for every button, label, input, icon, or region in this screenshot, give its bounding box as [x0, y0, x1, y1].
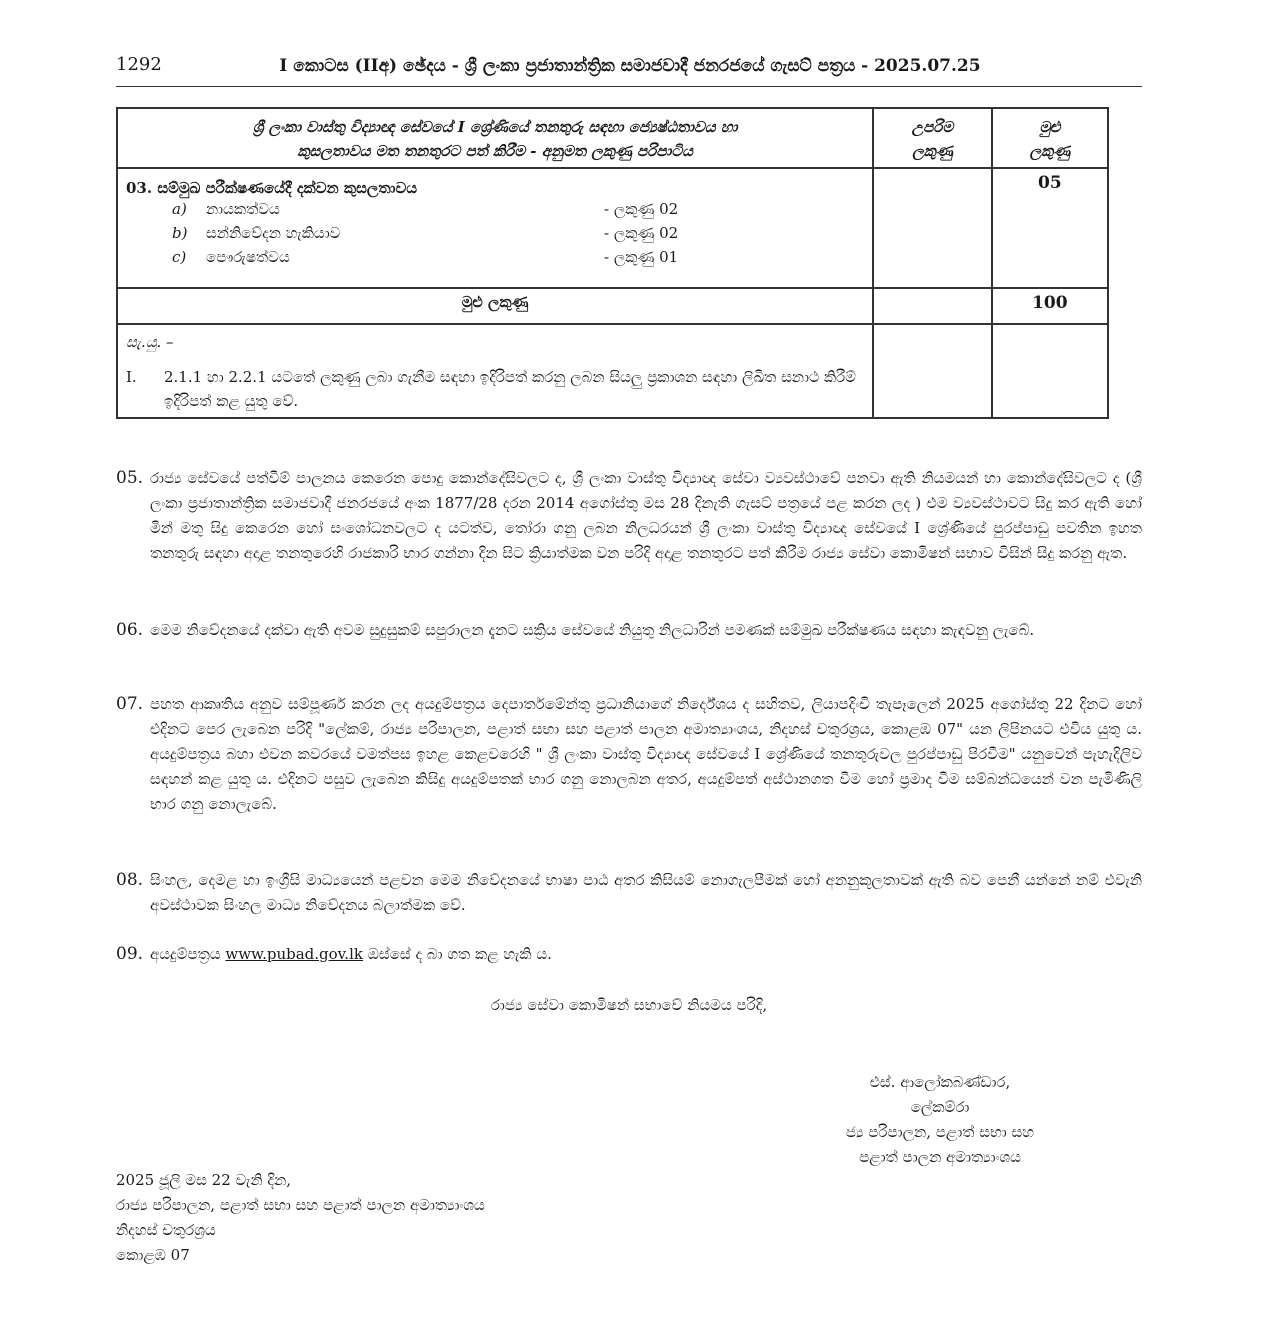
signatory-role: ලේකම්රා: [910, 1098, 970, 1116]
paragraph-07: 07. පහත ආකෘතිය අනුව සම්පූර්ණ කරන ලද අයදුම්පත්‍රය දෙපාර්තමේන්තු ප්‍රධානියාගේ නිර්දේශය ද සහිතව, ලියාපදිංචි තැපෑලෙන් 2025 අගෝස්තු 22 දිනට හෝ එදිනට පෙර ලැබෙන පරිදි "ලේකම්, රාජ්‍ය පරිපාලන, පළාත් සභා සහ පළාත් පාලන අමාත්‍යාංශය, නිදහස් චතුරශ්‍රය, කොළඹ 07" යන ලිපිනයට එවිය යුතු ය. අයදුම්පත්‍රය බහා එවන කවරයේ වමත්පස ඉහළ කෙළවරෙහි " ශ්‍රී ලංකා වාස්තු විද්‍යාඥ සේවයේ I ශ්‍රේණියේ තනතුරුවල පුරප්පාඩු පිරවීම" යනුවෙන් පැහැදිලිව සඳහන් කළ යුතු ය. එදිනට පසුව ලැබෙන කිසිදු අයදුම්පතක් භාර ගනු නොලබන අතර, අයදුම්පත් අස්ථානගත වීම හෝ ප්‍රමාද වීම සම්බන්ධයෙන් වන පැමිණිලි භාර ගනු නොලැබේ.: [116, 694, 1142, 813]
pubad-website-link[interactable]: www.pubad.gov.lk: [225, 945, 364, 963]
note-cell: [117, 324, 873, 418]
note-row: [117, 324, 1108, 418]
dateline-block: [116, 1168, 485, 1268]
paragraph-05: 05. රාජ්‍ය සේවයේ පත්වීම් පාලනය කෙරෙන පොදු කොන්දේසිවලට ද, ශ්‍රී ලංකා වාස්තු විද්‍යාඥ සේවා ව්‍යවස්ථාවේ පනවා ඇති නියමයන් හා කොන්දේසිවලට ද (ශ්‍රී ලංකා ප්‍රජාතාන්ත්‍රික සමාජවාදී ජනරජයේ අංක 1877/28 දරන 2014 අගෝස්තු මස 28 දිනැති ගැසට් පත්‍රයේ පළ කරන ලද ) එම ව්‍යවස්ථාවට සිදු කර ඇති හෝ මින් මතු සිදු කෙරෙන හෝ සංශෝධනවලට ද යටත්ව, තෝරා ගනු ලබන නිලධරයන් ශ්‍රී ලංකා වාස්තු විද්‍යාඥ සේවයේ I ශ්‍රේණියේ පුරප්පාඩු පවතින ඉහත තනතුරු සඳහා අදාළ තනතුරෙහි රාජකාරි භාර ගන්නා දින සිට ක්‍රියාත්මක වන පරිදි අදාළ තනතුරට පත් කිරීම රාජ්‍ය සේවා කොමිෂන් සභාව විසින් සිදු කරනු ඇත.: [116, 468, 1142, 562]
summary-label: මුළු ලකුණු: [117, 288, 873, 324]
description-header: ශ්‍රී ලංකා වාස්තු විද්‍යාඥ සේවයේ I ශ්‍රේණියේ තනතුරු සඳහා ජ්‍යෙෂ්ඨතාවය හා කුසලතාවය මත තනතුරට පත් කිරීම - අනුමත ලකුණු පරිපාටිය: [117, 108, 873, 168]
issue-date: 2025 ජූලි මස 22 වැනි දින,: [116, 1171, 292, 1189]
marks-table: [116, 107, 1109, 419]
criterion-title: 03. සම්මුඛ පරීක්ෂණයේදී දක්වන කුසලතාවය: [126, 179, 418, 197]
list-item: a) නායකත්වය - ලකුණු 02: [172, 200, 679, 218]
summary-max-cell: [873, 288, 991, 324]
signatory-ministry: පළාත් පාලන අමාත්‍යාංශය: [859, 1148, 1021, 1166]
page-number: 1292: [116, 54, 162, 75]
table-header-row: [117, 108, 1108, 168]
criterion-max-cell: [873, 168, 991, 288]
list-item: b) සන්නිවේදන හැකියාව - ලකුණු 02: [172, 224, 679, 242]
criterion-cell: [117, 168, 873, 288]
table-row: [117, 168, 1108, 288]
issuing-ministry: රාජ්‍ය පරිපාලන, පළාත් සභා සහ පළාත් පාලන අමාත්‍යාංශය: [116, 1196, 485, 1214]
total-marks-header: මුළු ලකුණු: [992, 108, 1108, 168]
paragraph-06: 06. මෙම නිවේදනයේ දක්වා ඇති අවම සුදුසුකම් සපුරාලන දැනට සක්‍රිය සේවයේ නියුතු නිලධාරින් පමණක් සම්මුඛ පරීක්ෂණය සඳහා කැඳවනු ලැබේ.: [116, 620, 1035, 640]
note-title: සැ.යු. –: [126, 333, 174, 351]
signatory-ministry: ජ්‍ය පරිපාලන, පළාත් සභා සහ: [845, 1123, 1035, 1141]
header-rule: [116, 86, 1142, 87]
summary-row: [117, 288, 1108, 324]
note-max-cell: [873, 324, 991, 418]
issuing-city: කොළඹ 07: [116, 1246, 190, 1264]
running-header: I කොටස (IIඅ) ඡේදය - ශ්‍රී ලංකා ප්‍රජාතාන්ත්‍රික සමාජවාදී ජනරජයේ ගැසට් පත්‍රය - 2025.07.25: [279, 56, 981, 76]
issuing-place: නිදහස් චතුරශ්‍රය: [116, 1221, 216, 1239]
note-total-cell: [992, 324, 1108, 418]
closing-line: රාජ්‍ය සේවා කොමිෂන් සභාවේ නියමය පරිදි,: [490, 996, 768, 1014]
list-item: c) පෞරුෂත්වය - ලකුණු 01: [172, 248, 679, 266]
criterion-total-cell: 05: [992, 168, 1108, 288]
note-item: I. 2.1.1 හා 2.2.1 යටතේ ලකුණු ලබා ගැනීම සඳහා ඉදිරිපත් කරනු ලබන සියලු ප්‍රකාශන සඳහා ලිඛිත සනාථ කිරීම් ඉදිරිපත් කළ යුතු වේ.: [126, 368, 856, 410]
signature-block: [790, 1070, 1090, 1170]
max-marks-header: උපරිම ලකුණු: [873, 108, 991, 168]
paragraph-09: 09. අයදුම්පත්‍රය www.pubad.gov.lk ඔස්සේ ද බා ගත කළ හැකි ය.: [116, 944, 552, 964]
signatory-name: එස්. ආලෝකබණ්ඩාර,: [869, 1073, 1011, 1091]
paragraph-08: 08. සිංහල, දෙමළ හා ඉංග්‍රීසි මාධ්‍යයෙන් පළවන මෙම නිවේදනයේ භාෂා පාඨ අතර කිසියම් නොගැලපීමක් හෝ අනනුකූලතාවක් ඇති බව පෙනී යන්නේ නම් එවැනි අවස්ථාවක සිංහල මාධ්‍ය නිවේදනය බලාත්මක වේ.: [116, 870, 1142, 914]
summary-total: 100: [992, 288, 1108, 324]
